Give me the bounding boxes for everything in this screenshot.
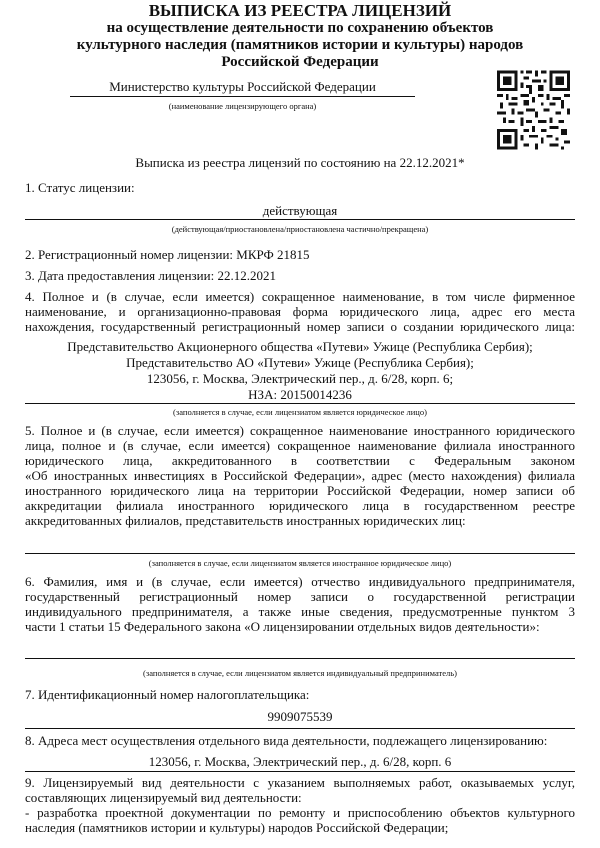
qr-code-icon <box>497 70 570 150</box>
section4-caption: (заполняется в случае, если лицензиатом является юридическое лицо) <box>173 407 427 417</box>
licensing-authority: Министерство культуры Российской Федерации <box>109 79 376 94</box>
activity-address-underline <box>25 771 575 772</box>
title-line-2: на осуществление деятельности по сохранению объектов <box>106 20 494 36</box>
section5-caption: (заполняется в случае, если лицензиатом является иностранное юридическое лицо) <box>148 558 452 568</box>
authority-underline <box>70 96 415 97</box>
section9-line-1: 9. Лицензируемый вид деятельности с указанием выполняемых работ, оказываемых услуг, <box>25 775 575 790</box>
activity-address-label: 8. Адреса мест осуществления отдельного вида деятельности, подлежащего лицензированию: <box>25 733 548 748</box>
section6-line-4: части 1 статьи 15 Федерального закона «О лицензировании отдельных видов деятельности»: <box>25 619 540 634</box>
section6-line-3: индивидуального предпринимателя, а также иные сведения, предусмотренные пунктом 3 <box>25 604 575 619</box>
registration-number: 2. Регистрационный номер лицензии: МКРФ 21815 <box>25 247 310 262</box>
title-line-4: Российской Федерации <box>221 54 379 70</box>
legal-entity-registration: НЗА: 20150014236 <box>248 387 352 402</box>
section6-line-2: государственный регистрационный номер записи о государственной регистрации <box>25 589 575 604</box>
activity-address-value: 123056, г. Москва, Электрический пер., д. 6/28, корп. 6 <box>148 754 452 769</box>
taxpayer-id-value: 9909075539 <box>267 709 333 724</box>
section6-line-1: 6. Фамилия, имя и (в случае, если имеется) отчество индивидуального предпринимателя, <box>25 574 575 589</box>
license-date: 3. Дата предоставления лицензии: 22.12.2021 <box>25 268 276 283</box>
section5-line-4: «Об иностранных инвестициях в Российской Федерации», адрес (место нахождения) филиала <box>25 468 575 483</box>
section5-line-2: лица, полное и (в случае, если имеется) сокращенное наименование филиала иностранного <box>25 438 575 453</box>
section9-line-4: наследия (памятников истории и культуры) народов Российской Федерации; <box>25 820 449 835</box>
title-line-1: ВЫПИСКА ИЗ РЕЕСТРА ЛИЦЕНЗИЙ <box>148 1 452 20</box>
authority-caption: (наименование лицензирующего органа) <box>168 101 317 111</box>
status-underline <box>25 219 575 220</box>
license-status-label: 1. Статус лицензии: <box>25 180 135 195</box>
section5-line-5: иностранного юридического лица на территории Российской Федерации, номер записи об <box>25 483 575 498</box>
section5-underline <box>25 553 575 554</box>
taxpayer-id-label: 7. Идентификационный номер налогоплательщика: <box>25 687 310 702</box>
legal-entity-short-name: Представительство АО «Путеви» Ужице (Республика Сербия); <box>126 355 474 370</box>
section4-underline <box>25 403 575 404</box>
section9-line-3: - разработка проектной документации по ремонту и приспособлению объектов культурного <box>25 805 575 820</box>
section5-line-6: аккредитации филиала иностранного юридического лица в государственном реестре <box>25 498 575 513</box>
legal-entity-full-name: Представительство Акционерного общества «Путеви» Ужице (Республика Сербия); <box>67 339 533 354</box>
section5-line-3: юридического лица, аккредитованного в соответствии с Федеральным законом <box>25 453 575 468</box>
section4-line-2: наименование, и организационно-правовая форма юридического лица, адрес его места <box>25 304 575 319</box>
extract-date-line: Выписка из реестра лицензий по состоянию на 22.12.2021* <box>135 155 465 170</box>
section5-line-1: 5. Полное и (в случае, если имеется) сокращенное наименование иностранного юридического <box>25 423 575 438</box>
status-caption: (действующая/приостановлена/приостановлена частично/прекращена) <box>171 224 429 234</box>
section6-underline <box>25 658 575 659</box>
section5-line-7: аккредитованных филиалов, представительств иностранных юридических лиц: <box>25 513 466 528</box>
section4-line-1: 4. Полное и (в случае, если имеется) сокращенное наименование, в том числе фирменное <box>25 289 575 304</box>
section4-line-3: нахождения, государственный регистрационный номер записи о создании юридического лица: <box>25 319 575 334</box>
section6-caption: (заполняется в случае, если лицензиатом является индивидуальный предприниматель) <box>143 668 457 678</box>
section9-line-2: составляющих лицензируемый вид деятельности: <box>25 790 302 805</box>
title-line-3: культурного наследия (памятников истории и культуры) народов <box>76 37 524 53</box>
taxpayer-id-underline <box>25 728 575 729</box>
document-title <box>0 2 600 71</box>
legal-entity-address: 123056, г. Москва, Электрический пер., д. 6/28, корп. 6; <box>146 371 454 386</box>
license-status-value: действующая <box>262 203 338 218</box>
